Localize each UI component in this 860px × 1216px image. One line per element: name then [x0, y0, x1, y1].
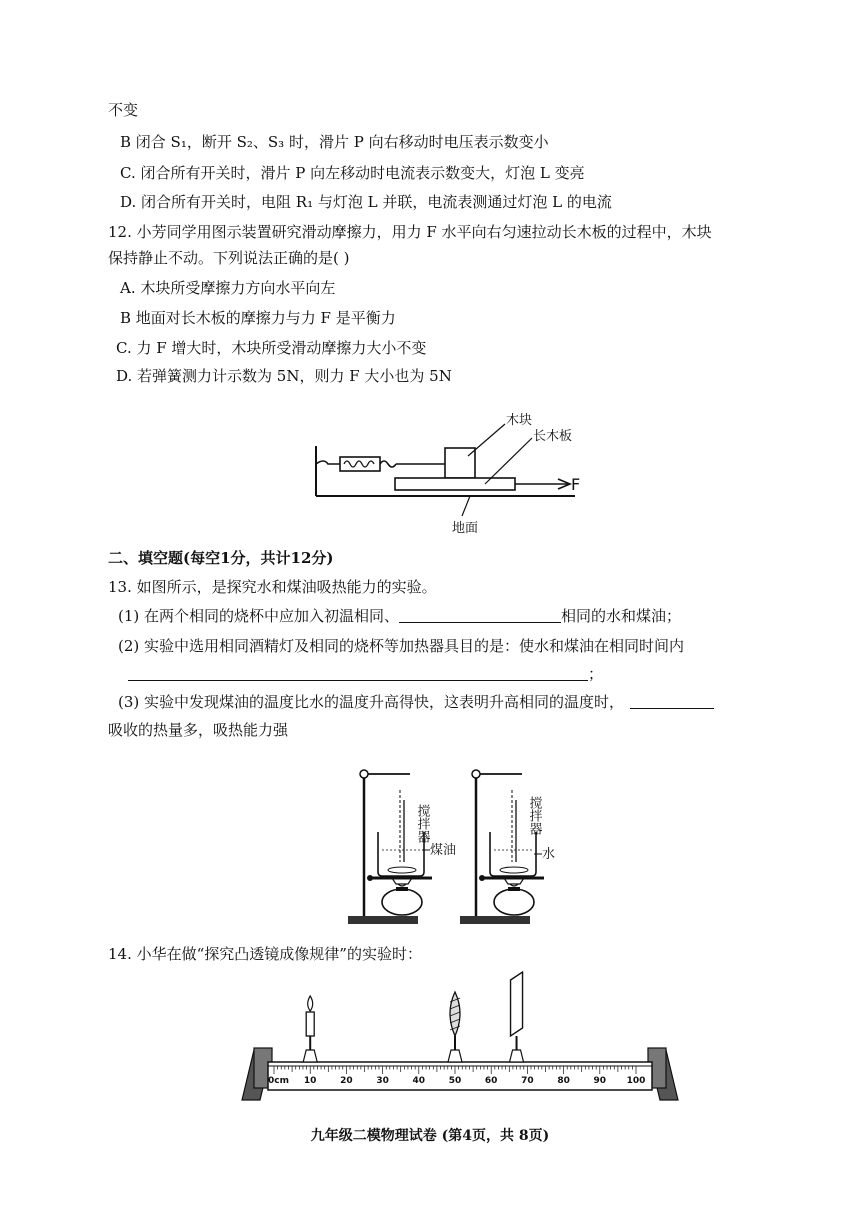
q13-part3-line2: 吸收的热量多，吸热能力强	[108, 721, 289, 739]
screen-panel	[511, 972, 523, 1036]
q13-part3-text: (3) 实验中发现煤油的温度比水的温度升高得快，这表明升高相同的温度时，	[118, 693, 625, 711]
stirrer-label-right: 搅拌器	[526, 796, 542, 835]
q13-blank-3[interactable]	[630, 692, 714, 709]
q13-part1-end: 相同的水和煤油；	[561, 607, 682, 625]
q11-option-d: D. 闭合所有开关时，电阻 R₁ 与灯泡 L 并联，电流表测通过灯泡 L 的电流	[120, 193, 612, 211]
q11-option-b: B 闭合 S₁，断开 S₂、S₃ 时，滑片 P 向右移动时电压表示数变小	[120, 133, 549, 151]
holder-base	[448, 1050, 462, 1062]
q14-stem: 14. 小华在做“探究凸透镜成像规律”的实验时：	[108, 945, 422, 963]
ruler-tick-label: 80	[557, 1076, 570, 1086]
q11-continuation: 不变	[108, 101, 139, 119]
q13-part3	[118, 692, 714, 712]
candle-body	[306, 1012, 314, 1036]
page-footer: 九年级二模物理试卷 (第4页，共 8页)	[310, 1128, 550, 1144]
ruler-tick-label: 60	[484, 1076, 498, 1086]
light-screen	[510, 972, 524, 1062]
long-board	[395, 478, 515, 490]
ruler-tick-label: 10	[303, 1076, 317, 1086]
q13-blank-2[interactable]	[128, 664, 588, 681]
q12-option-a: A. 木块所受摩擦力方向水平向左	[120, 279, 336, 297]
ruler-tick-label: 50	[448, 1076, 462, 1086]
heating-figure	[340, 760, 580, 930]
q12-stem-line2: 保持静止不动。下列说法正确的是( )	[108, 249, 350, 267]
q13-part2-end: ；	[588, 665, 604, 683]
q13-stem: 13. 如图所示，是探究水和煤油吸热能力的实验。	[108, 578, 437, 596]
beaker-right	[490, 832, 536, 876]
water-label: 水	[542, 847, 556, 862]
ground-label: 地面	[452, 521, 479, 536]
ruler-tick-label: 30	[376, 1076, 389, 1086]
q12-option-b: B 地面对长木板的摩擦力与力 F 是平衡力	[120, 309, 396, 327]
q13-part2: (2) 实验中选用相同酒精灯及相同的烧杯等加热器具目的是：使水和煤油在相同时间内	[118, 637, 685, 655]
stirrer-label-left: 搅拌器	[414, 804, 430, 843]
q12-option-c: C. 力 F 增大时，木块所受滑动摩擦力大小不变	[116, 339, 427, 357]
holder-base	[303, 1050, 317, 1062]
force-label: F	[571, 475, 581, 494]
kerosene-apparatus	[348, 770, 456, 924]
q13-part1	[118, 606, 681, 626]
wooden-block	[445, 448, 475, 478]
friction-figure	[300, 408, 600, 540]
water-apparatus	[460, 770, 555, 924]
q13-part1-text: (1) 在两个相同的烧杯中应加入初温相同、	[118, 607, 400, 625]
convex-lens	[448, 992, 462, 1062]
ruler-tick-label: 40	[412, 1076, 426, 1086]
alcohol-lamp-right	[494, 889, 534, 915]
q13-blank-1[interactable]	[399, 606, 561, 623]
optical-bench-figure	[240, 966, 680, 1116]
alcohol-lamp-left	[382, 889, 422, 915]
section-title: 二、填空题(每空1分，共计12分)	[108, 549, 334, 567]
ruler-unit-label: 0cm	[268, 1076, 289, 1086]
ruler-tick-label: 90	[593, 1076, 607, 1086]
ruler-tick-label: 20	[340, 1076, 353, 1086]
candle	[303, 996, 317, 1062]
kerosene-label: 煤油	[430, 843, 457, 858]
q11-option-c: C. 闭合所有开关时，滑片 P 向左移动时电流表示数变大，灯泡 L 变亮	[120, 164, 585, 182]
q13-part2-line2	[128, 664, 603, 684]
block-label: 木块	[506, 413, 533, 428]
candle-flame	[308, 996, 313, 1011]
ruler-tick-label: 70	[521, 1076, 534, 1086]
q12-stem-line1: 12. 小芳同学用图示装置研究滑动摩擦力，用力 F 水平向右匀速拉动长木板的过程中，木块	[108, 223, 712, 241]
holder-base	[510, 1050, 524, 1062]
q12-option-d: D. 若弹簧测力计示数为 5N，则力 F 大小也为 5N	[116, 367, 452, 385]
ruler-tick-label: 100	[626, 1076, 646, 1086]
board-label: 长木板	[533, 429, 573, 444]
